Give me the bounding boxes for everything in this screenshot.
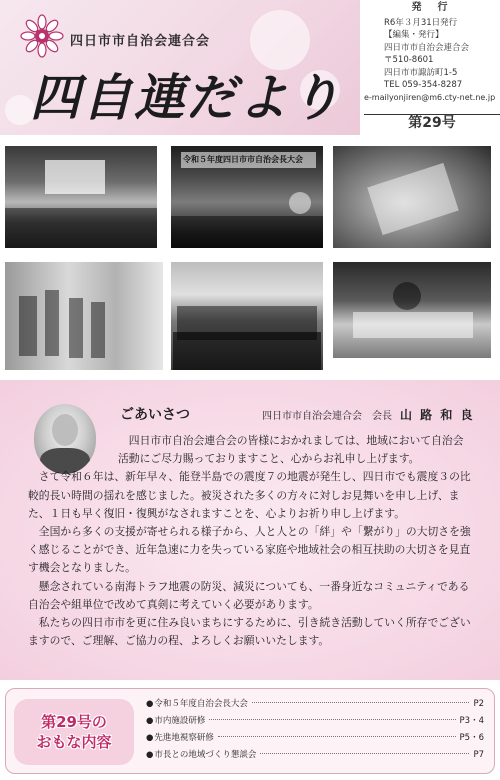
photo-aerial-building (333, 146, 491, 248)
toc-item-title: 市長との地域づくり懇談会 (154, 750, 257, 760)
dot-leader (252, 702, 470, 703)
photo-meeting-room (5, 146, 157, 248)
publication-info (362, 0, 500, 135)
greeting-paragraph: 私たちの四日市市を更に住み良いまちにするために、引き続き活動していく所存でございますので、ご理解、ご協力の程、よろしくお願いいたします。 (28, 616, 471, 648)
email-address: e-mailyonjiren@m6.cty-net.ne.jp (364, 92, 496, 102)
greeting-author (262, 406, 475, 423)
dot-leader (218, 736, 456, 737)
bullet-icon: ● (146, 733, 154, 743)
postal-code: 〒510-8601 (384, 55, 434, 65)
masthead (0, 0, 360, 135)
dot-leader (260, 753, 469, 754)
publisher-name: 四日市市自治会連合会 (384, 42, 470, 53)
toc-item-page: P7 (473, 750, 484, 760)
photo-facility-tour (5, 262, 163, 370)
organization-name: 四日市市自治会連合会 (70, 34, 211, 49)
greeting-paragraph: 四日市市自治会連合会の皆様におかれましては、地域において自治会活動にご尽力賜っておりますこと、心からお礼申し上げます。 (118, 434, 464, 466)
address: 四日市市諏訪町1-5 (384, 67, 458, 78)
stage-banner-text: 令和５年度四日市市自治会長大会 (183, 155, 303, 164)
issue-number: 第29号 (364, 114, 500, 130)
bullet-icon: ● (146, 750, 154, 760)
contents-label-line1: 第29号の (41, 713, 107, 731)
publication-heading: 発 行 (411, 2, 451, 13)
dot-leader (209, 719, 455, 720)
greeting-paragraph: 懸念されている南海トラフ地震の防災、減災についても、一番身近なコミュニティである自治会や組単位で改めて真剣に考えていく必要があります。 (28, 579, 470, 611)
photo-conference-stage (171, 146, 323, 248)
phone-number: TEL 059-354-8287 (384, 80, 463, 90)
toc-item[interactable] (146, 697, 484, 714)
publication-date: R6年３月31日発行 (384, 17, 458, 28)
photo-group-portrait (171, 262, 323, 370)
toc-item-title: 先進地視察研修 (154, 733, 214, 743)
toc-item[interactable] (146, 714, 484, 731)
contents-label-line2: おもな内容 (36, 733, 112, 751)
toc-item-title: 市内施設研修 (154, 716, 206, 726)
table-of-contents (5, 688, 495, 774)
toc-item-title: 令和５年度自治会長大会 (154, 699, 248, 709)
contents-label (14, 699, 134, 765)
greeting-section (0, 380, 500, 680)
greeting-paragraph: 全国から多くの支援が寄せられる様子から、人と人との「絆」や「繋がり」の大切さを強く感じることができ、近年急速に力を失っている家庭や地域社会の相互扶助の大切さを見直す機会となりました。 (28, 525, 471, 575)
chrysanthemum-logo-icon (20, 14, 64, 58)
author-organization: 四日市市自治会連合会 会長 (262, 411, 392, 422)
toc-item-page: P3・4 (459, 716, 484, 726)
toc-item-page: P5・6 (459, 733, 484, 743)
bullet-icon: ● (146, 716, 154, 726)
publisher-label: 【編集・発行】 (384, 30, 444, 40)
toc-item[interactable] (146, 731, 484, 748)
newsletter-title: 四自連だより (30, 68, 342, 127)
greeting-paragraph: さて令和６年は、新年早々、能登半島での震度７の地震が発生し、四日市でも震度３の比較的長い時間の揺れを感じました。被災された多くの方々に対しお見舞いを申し上げ、また、１日も早く復旧・復興がなされますことを、心よりお祈り申し上げます。 (28, 470, 471, 520)
author-name: 山 路 和 良 (400, 408, 475, 422)
toc-list (146, 697, 484, 765)
toc-item-page: P2 (473, 699, 484, 709)
greeting-body (28, 432, 474, 650)
bullet-icon: ● (146, 699, 154, 709)
toc-item[interactable] (146, 748, 484, 765)
photo-stage-performance (333, 262, 491, 358)
greeting-title: ごあいさつ (120, 407, 190, 423)
